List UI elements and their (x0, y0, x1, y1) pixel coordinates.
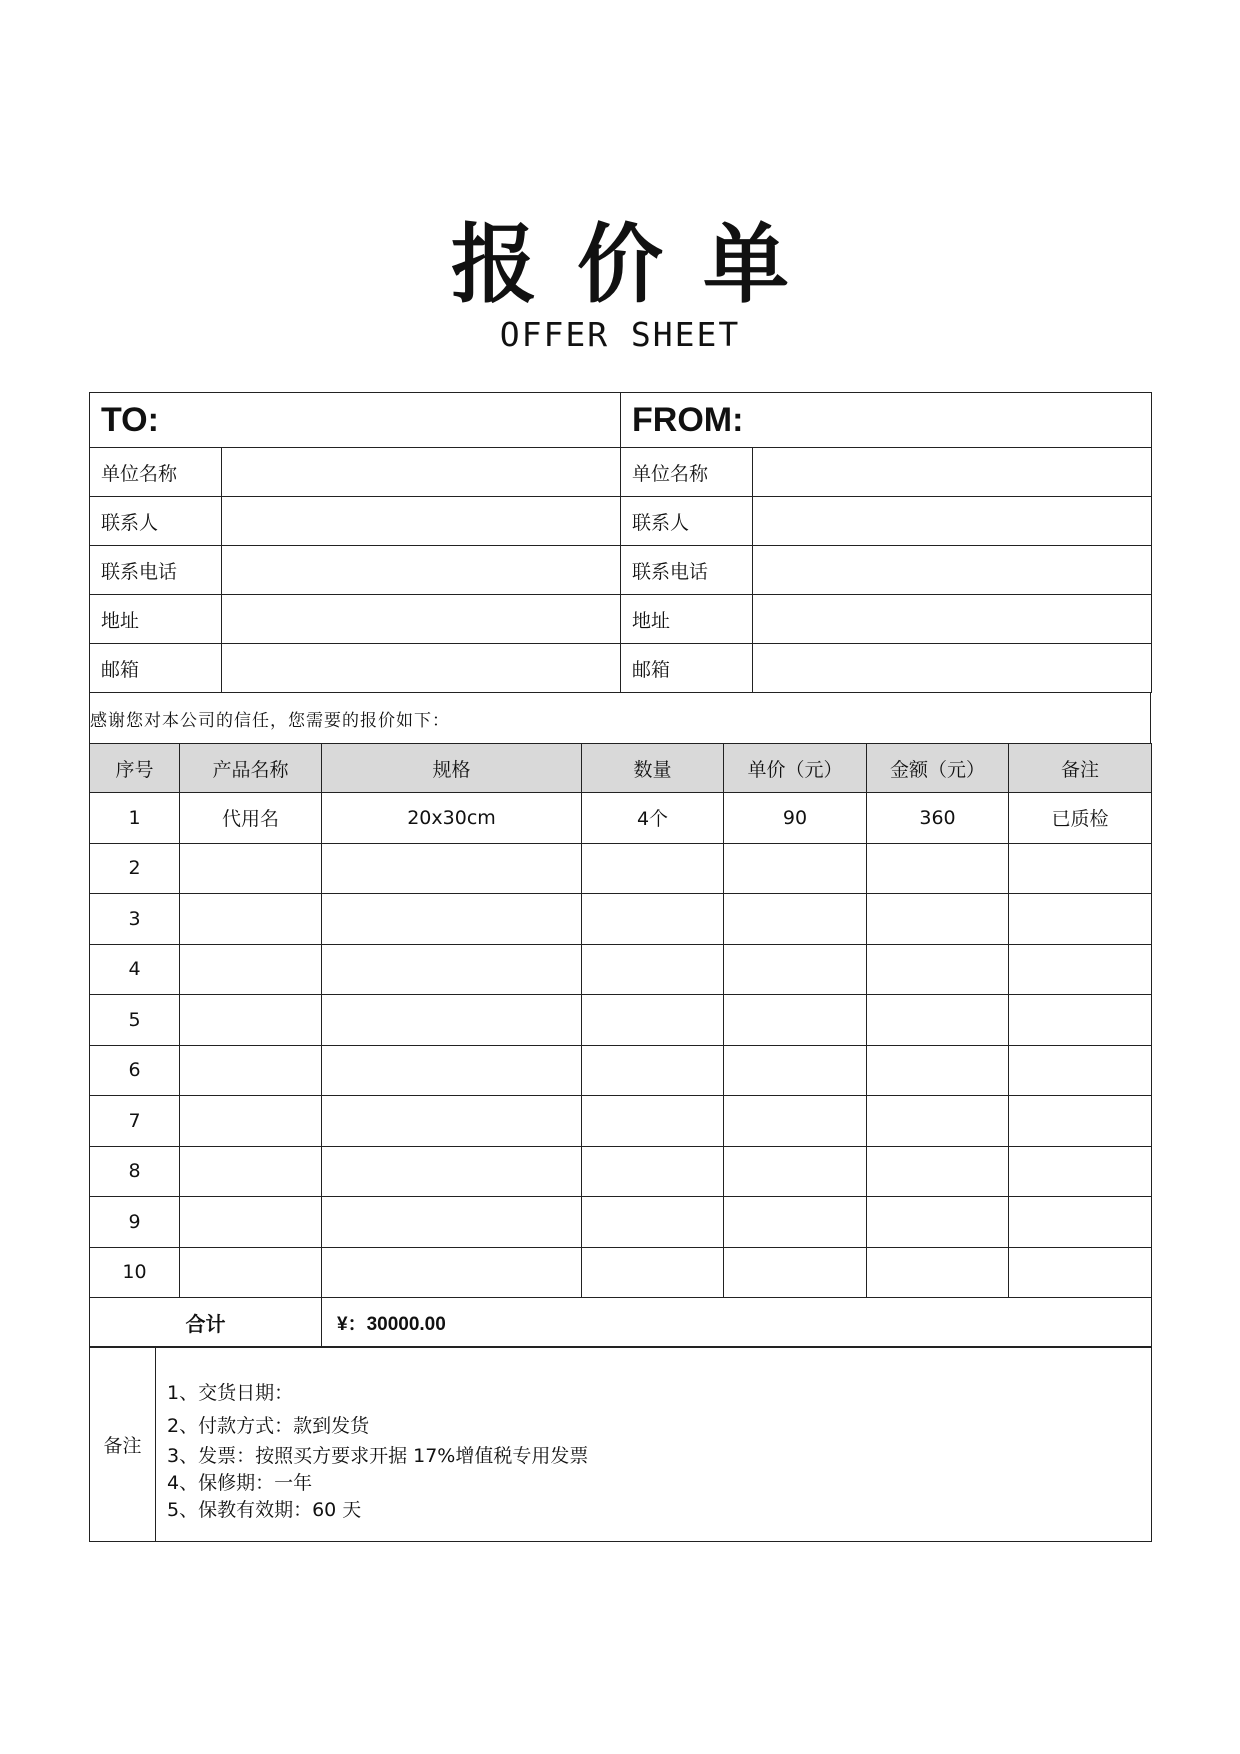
table-cell[interactable] (582, 1096, 724, 1147)
table-cell[interactable] (180, 1096, 322, 1147)
table-row (90, 944, 1152, 995)
notes-body (156, 1347, 1152, 1542)
title-english: OFFER SHEET (499, 315, 741, 354)
column-header: 金额（元） (867, 744, 1009, 793)
table-cell[interactable] (322, 894, 582, 945)
notes-table (89, 1346, 1152, 1542)
row-index-cell: 8 (90, 1146, 180, 1197)
row-index-cell: 9 (90, 1197, 180, 1248)
party-row (90, 497, 1152, 546)
table-cell[interactable] (1009, 995, 1152, 1046)
from-field-label: 单位名称 (621, 448, 753, 497)
table-cell[interactable]: 20x30cm (322, 793, 582, 844)
from-field-value[interactable] (753, 595, 1152, 644)
column-header: 单价（元） (724, 744, 867, 793)
table-cell[interactable]: 360 (867, 793, 1009, 844)
table-cell[interactable] (180, 995, 322, 1046)
table-cell[interactable] (1009, 944, 1152, 995)
to-field-value[interactable] (222, 546, 621, 595)
from-field-label: 邮箱 (621, 644, 753, 693)
table-cell[interactable] (1009, 1197, 1152, 1248)
title-chinese: 报价单 (451, 215, 829, 315)
table-cell[interactable] (582, 1197, 724, 1248)
to-field-label: 联系电话 (90, 546, 222, 595)
intro-text: 感谢您对本公司的信任，您需要的报价如下： (90, 692, 1151, 744)
notes-label: 备注 (90, 1347, 156, 1542)
table-row (90, 793, 1152, 844)
table-cell[interactable] (1009, 1096, 1152, 1147)
from-field-value[interactable] (753, 546, 1152, 595)
row-index-cell: 5 (90, 995, 180, 1046)
row-index-cell: 4 (90, 944, 180, 995)
table-cell[interactable] (322, 843, 582, 894)
row-index-cell: 3 (90, 894, 180, 945)
intro-table (89, 692, 1151, 745)
party-row (90, 644, 1152, 693)
table-cell[interactable] (1009, 894, 1152, 945)
table-cell[interactable] (180, 1045, 322, 1096)
from-field-label: 联系人 (621, 497, 753, 546)
to-field-value[interactable] (222, 497, 621, 546)
from-field-value[interactable] (753, 644, 1152, 693)
row-index-cell: 10 (90, 1247, 180, 1298)
table-cell[interactable] (582, 843, 724, 894)
table-row (90, 1146, 1152, 1197)
table-cell[interactable] (1009, 843, 1152, 894)
row-index-cell: 1 (90, 793, 180, 844)
table-row (90, 894, 1152, 945)
table-cell[interactable] (180, 944, 322, 995)
table-cell[interactable] (724, 843, 867, 894)
table-cell[interactable] (322, 995, 582, 1046)
table-cell[interactable] (322, 1096, 582, 1147)
total-value[interactable]: ¥：30000.00 (322, 1297, 1152, 1347)
table-cell[interactable] (724, 894, 867, 945)
total-table (89, 1297, 1152, 1348)
table-cell[interactable] (867, 1146, 1009, 1197)
to-field-label: 邮箱 (90, 644, 222, 693)
party-table (89, 392, 1152, 693)
to-field-label: 单位名称 (90, 448, 222, 497)
offer-sheet (89, 392, 1151, 1542)
table-cell[interactable] (724, 1247, 867, 1298)
column-header: 规格 (322, 744, 582, 793)
row-index-cell: 6 (90, 1045, 180, 1096)
column-header: 产品名称 (180, 744, 322, 793)
table-cell[interactable] (582, 1146, 724, 1197)
note-line-payment: 2、付款方式：款到发货 (167, 1415, 370, 1437)
note-line-delivery: 1、交货日期： (167, 1382, 294, 1404)
table-cell[interactable] (180, 894, 322, 945)
table-row (90, 1045, 1152, 1096)
table-cell[interactable] (867, 843, 1009, 894)
to-field-value[interactable] (222, 595, 621, 644)
table-row (90, 1247, 1152, 1298)
table-cell[interactable] (582, 894, 724, 945)
table-cell[interactable] (867, 1045, 1009, 1096)
table-cell[interactable] (322, 1045, 582, 1096)
party-row (90, 546, 1152, 595)
table-cell[interactable] (322, 1197, 582, 1248)
table-cell[interactable] (724, 1045, 867, 1096)
table-cell[interactable] (867, 1247, 1009, 1298)
table-cell[interactable] (322, 1247, 582, 1298)
table-cell[interactable] (582, 995, 724, 1046)
table-cell[interactable] (724, 1146, 867, 1197)
table-cell[interactable] (582, 1045, 724, 1096)
table-cell[interactable] (867, 894, 1009, 945)
table-row (90, 1197, 1152, 1248)
column-header: 数量 (582, 744, 724, 793)
table-cell[interactable]: 4个 (582, 793, 724, 844)
table-cell[interactable] (180, 1197, 322, 1248)
table-cell[interactable]: 已质检 (1009, 793, 1152, 844)
column-header: 备注 (1009, 744, 1152, 793)
from-field-label: 联系电话 (621, 546, 753, 595)
table-row (90, 995, 1152, 1046)
table-cell[interactable] (1009, 1247, 1152, 1298)
to-heading: TO: (90, 393, 621, 448)
table-cell[interactable]: 代用名 (180, 793, 322, 844)
to-field-label: 联系人 (90, 497, 222, 546)
from-field-label: 地址 (621, 595, 753, 644)
party-row (90, 595, 1152, 644)
table-cell[interactable] (1009, 1146, 1152, 1197)
table-cell[interactable] (322, 1146, 582, 1197)
from-heading: FROM: (621, 393, 1152, 448)
table-cell[interactable] (867, 995, 1009, 1046)
note-line-warranty: 4、保修期：一年 (167, 1472, 313, 1494)
table-cell[interactable] (724, 944, 867, 995)
table-cell[interactable] (867, 944, 1009, 995)
from-field-value[interactable] (753, 497, 1152, 546)
from-field-value[interactable] (753, 448, 1152, 497)
table-cell[interactable] (867, 1096, 1009, 1147)
to-field-value[interactable] (222, 448, 621, 497)
row-index-cell: 7 (90, 1096, 180, 1147)
total-label: 合计 (90, 1297, 322, 1347)
table-cell[interactable] (180, 1146, 322, 1197)
table-cell[interactable] (724, 1197, 867, 1248)
to-field-value[interactable] (222, 644, 621, 693)
table-cell[interactable] (724, 1096, 867, 1147)
note-line-validity: 5、保教有效期：60 天 (167, 1499, 362, 1521)
party-row (90, 448, 1152, 497)
table-cell[interactable] (180, 843, 322, 894)
table-row (90, 1096, 1152, 1147)
table-cell[interactable] (867, 1197, 1009, 1248)
table-cell[interactable] (582, 944, 724, 995)
table-cell[interactable] (724, 995, 867, 1046)
table-row (90, 843, 1152, 894)
items-header-row (90, 744, 1152, 793)
column-header: 序号 (90, 744, 180, 793)
row-index-cell: 2 (90, 843, 180, 894)
items-table (89, 743, 1152, 1298)
table-cell[interactable] (582, 1247, 724, 1298)
to-field-label: 地址 (90, 595, 222, 644)
table-cell[interactable] (180, 1247, 322, 1298)
note-line-invoice: 3、发票：按照买方要求开据 17%增值税专用发票 (167, 1445, 589, 1467)
table-cell[interactable]: 90 (724, 793, 867, 844)
table-cell[interactable] (1009, 1045, 1152, 1096)
table-cell[interactable] (322, 944, 582, 995)
